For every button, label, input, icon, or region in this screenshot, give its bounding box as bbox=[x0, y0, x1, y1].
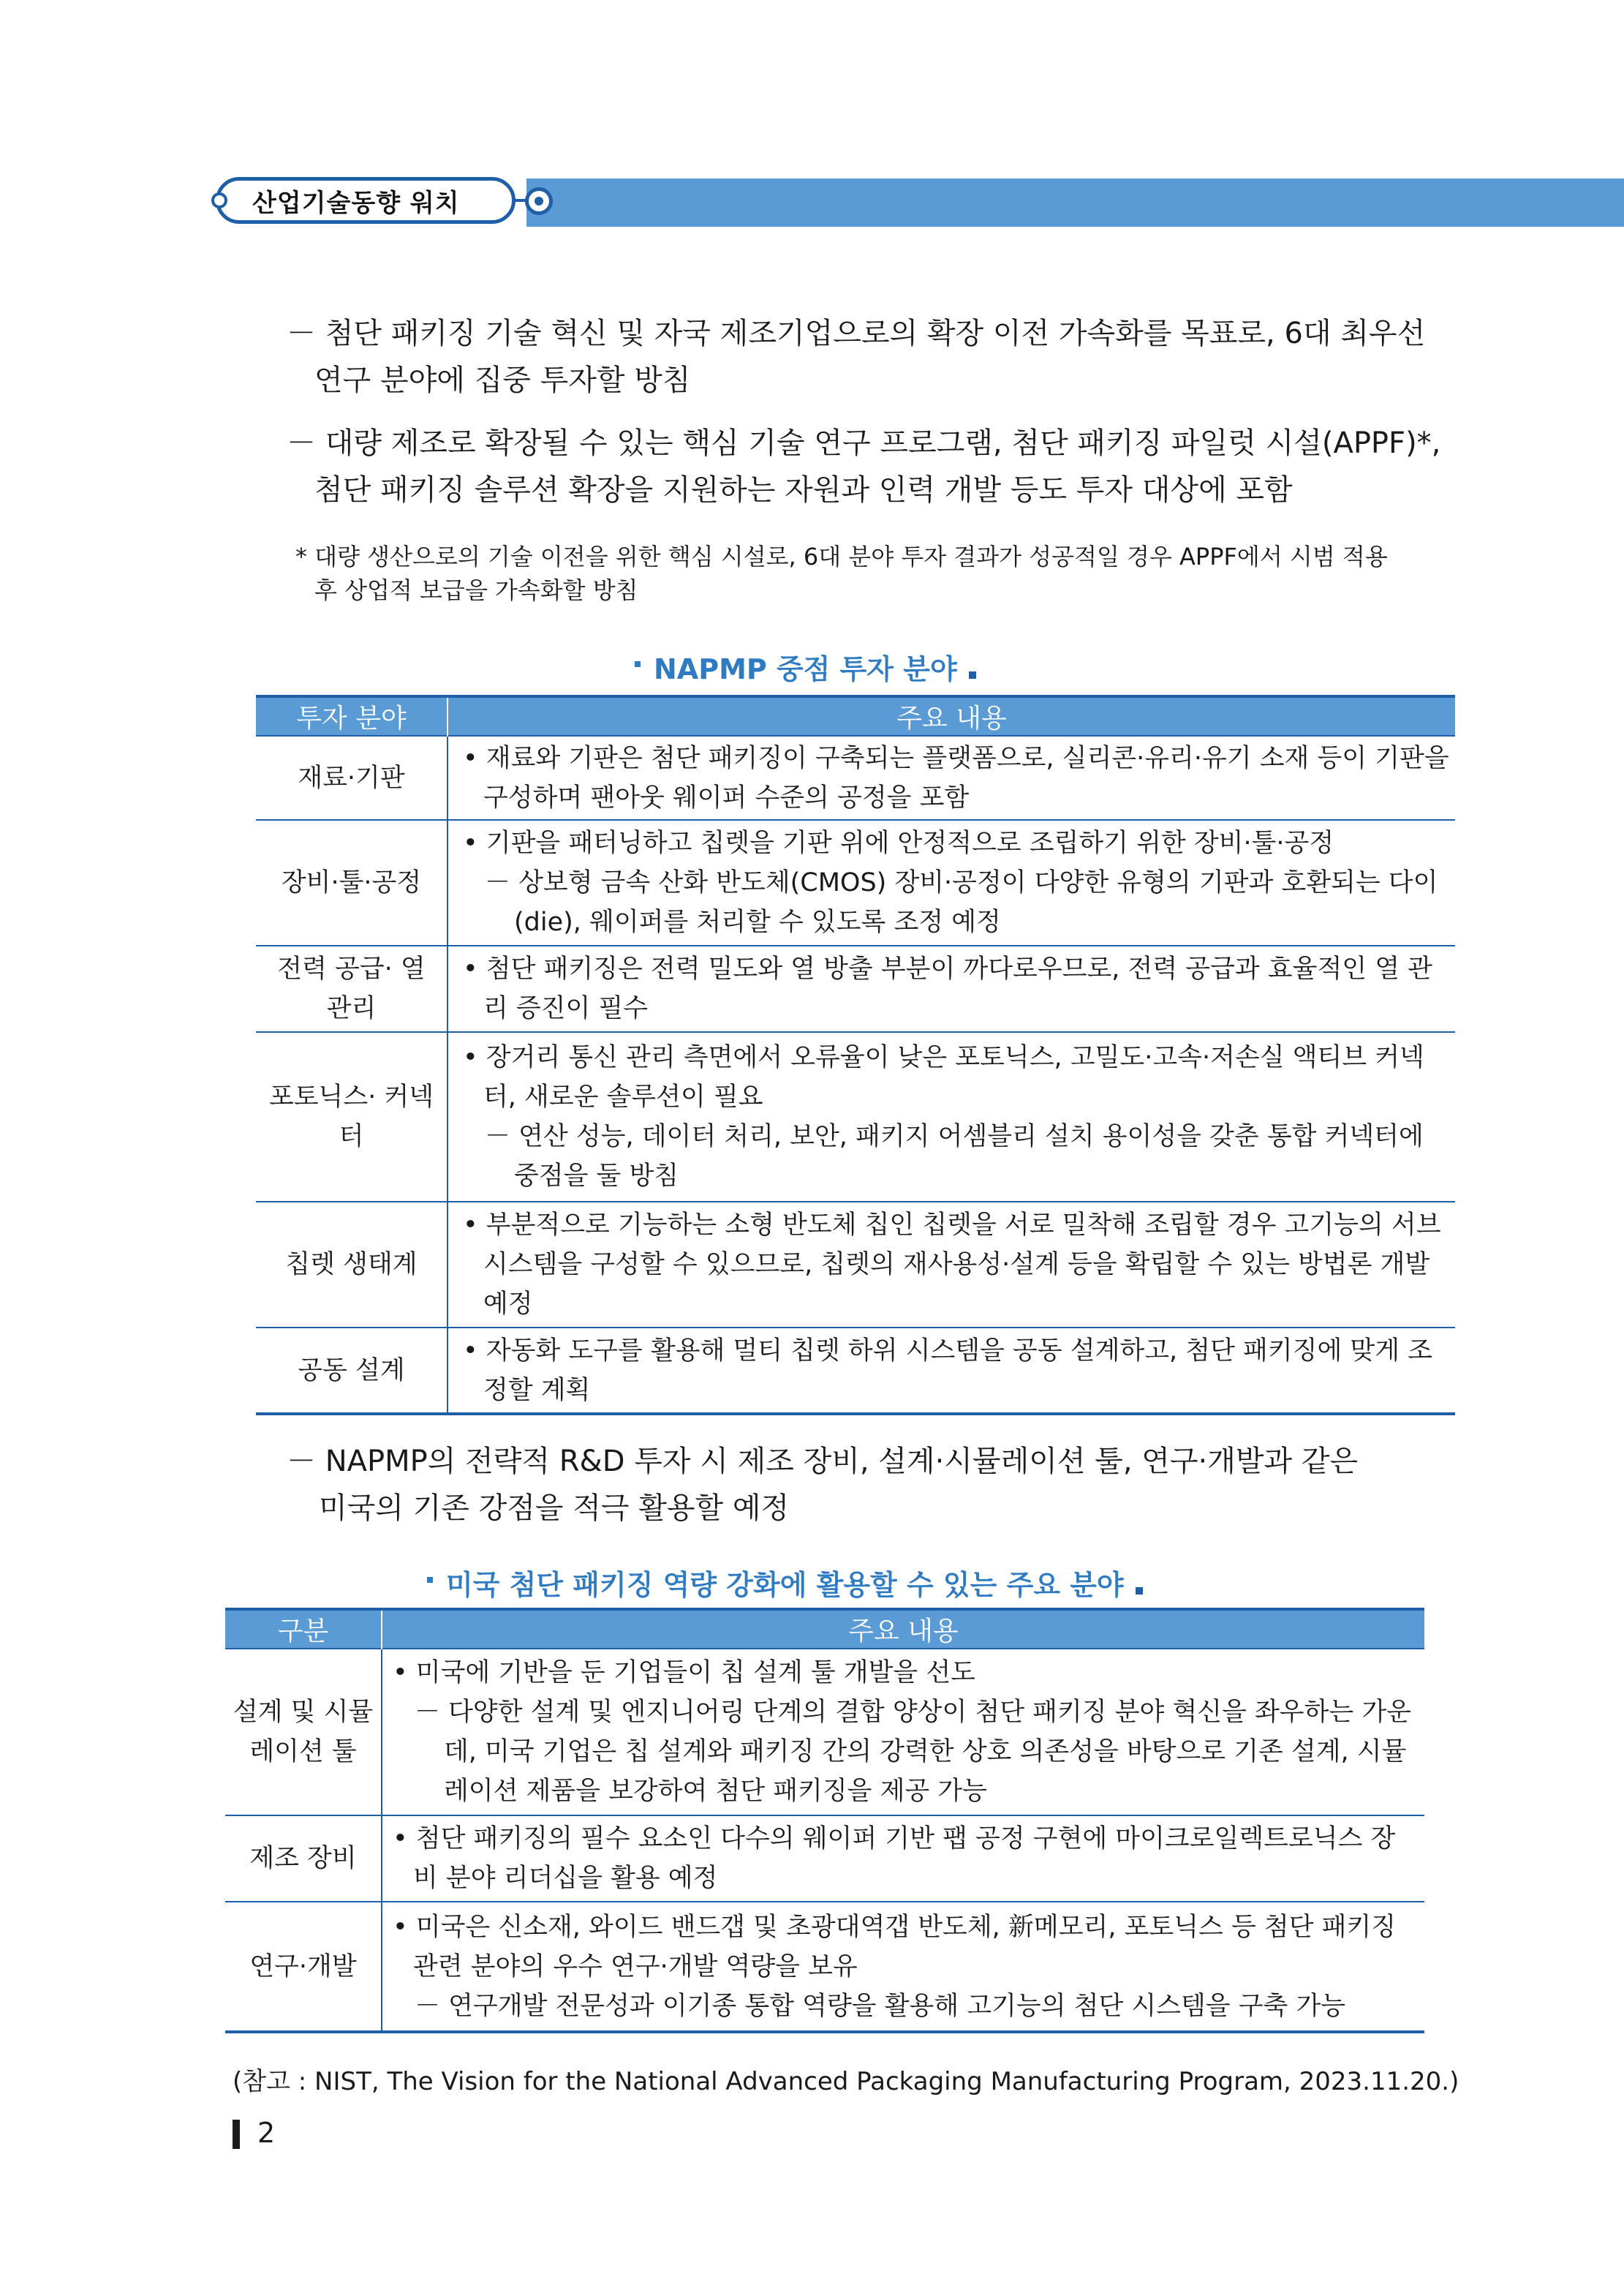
header-banner bbox=[526, 178, 1624, 227]
row-field: 제조 장비 bbox=[225, 1815, 382, 1902]
mid-item-line-2: 미국의 기존 강점을 적극 활용할 예정 bbox=[319, 1491, 790, 1525]
table-row bbox=[225, 1815, 1424, 1902]
table2-header-content: 주요 내용 bbox=[382, 1609, 1424, 1649]
table1-caption-text: NAPMP 중점 투자 분야 bbox=[654, 653, 957, 685]
row-content bbox=[447, 1202, 1455, 1328]
table2-header-field: 구분 bbox=[225, 1609, 382, 1649]
row-content bbox=[447, 736, 1455, 820]
intro-item-2 bbox=[287, 420, 1440, 513]
row-field: 재료·기판 bbox=[256, 736, 447, 820]
bullet-item: • 부분적으로 기능하는 소형 반도체 칩인 칩렛을 서로 밀착해 조립할 경우 고기능의 서브시스템을 구성할 수 있으므로, 칩렛의 재사용성·설계 등을 확립할 수 있는 방법론 개발 예정 bbox=[463, 1211, 1441, 1319]
row-field: 설계 및 시뮬레이션 툴 bbox=[225, 1649, 382, 1815]
table2-caption-text: 미국 첨단 패키징 역량 강화에 활용할 수 있는 주요 분야 bbox=[446, 1569, 1124, 1601]
bullet-item: • 자동화 도구를 활용해 멀티 칩렛 하위 시스템을 공동 설계하고, 첨단 패키징에 맞게 조정할 계획 bbox=[463, 1336, 1432, 1405]
header-dot-left bbox=[211, 192, 227, 208]
row-content bbox=[382, 1649, 1424, 1815]
header-title: 산업기술동향 워치 bbox=[252, 189, 460, 218]
table-row bbox=[256, 820, 1455, 946]
row-field: 공동 설계 bbox=[256, 1328, 447, 1414]
page-number-marker bbox=[233, 2120, 240, 2149]
reference-citation: (참고 : NIST, The Vision for the National Advanced Packaging Manufacturing Program, 2023.11.20.) bbox=[233, 2067, 1459, 2096]
bullet-item: • 기판을 패터닝하고 칩렛을 기판 위에 안정적으로 조립하기 위한 장비·툴·공정 bbox=[463, 829, 1334, 858]
table1-header-content: 주요 내용 bbox=[447, 696, 1455, 736]
table2 bbox=[225, 1608, 1424, 2033]
caption-bullet-icon bbox=[427, 1577, 433, 1583]
bullet-item: • 재료와 기판은 첨단 패키징이 구축되는 플랫폼으로, 실리콘·유리·유기 소재 등이 기판을 구성하며 팬아웃 웨이퍼 수준의 공정을 포함 bbox=[463, 743, 1449, 813]
intro-item-1-line-1: － 첨단 패키징 기술 혁신 및 자국 제조기업으로의 확장 이전 가속화를 목표로, 6대 최우선 bbox=[287, 317, 1426, 350]
row-content bbox=[382, 1902, 1424, 2032]
bullet-item: • 미국에 기반을 둔 기업들이 칩 설계 툴 개발을 선도 bbox=[393, 1658, 975, 1687]
table-row bbox=[225, 1902, 1424, 2032]
intro-item-1 bbox=[287, 310, 1425, 404]
table2-header-row bbox=[225, 1609, 1424, 1649]
mid-item-line-1: － NAPMP의 전략적 R&D 투자 시 제조 장비, 설계·시뮬레이션 툴, 연구·개발과 같은 bbox=[287, 1445, 1359, 1478]
row-content bbox=[447, 1328, 1455, 1414]
row-content bbox=[447, 1032, 1455, 1202]
bullet-item: • 첨단 패키징의 필수 요소인 다수의 웨이퍼 기반 팹 공정 구현에 마이크로일렉트로닉스 장비 분야 리더십을 활용 예정 bbox=[393, 1824, 1396, 1893]
table-row bbox=[225, 1649, 1424, 1815]
header-dot-right bbox=[525, 187, 553, 215]
mid-item bbox=[287, 1438, 1358, 1532]
page-number: 2 bbox=[257, 2117, 276, 2149]
table-row bbox=[256, 946, 1455, 1032]
row-field: 장비·툴·공정 bbox=[256, 820, 447, 946]
table1-caption bbox=[635, 647, 976, 687]
table2-caption bbox=[427, 1562, 1143, 1603]
footnote-line-1: * 대량 생산으로의 기술 이전을 위한 핵심 시설로, 6대 분야 투자 결과가 성공적일 경우 APPF에서 시범 적용 bbox=[295, 543, 1388, 571]
bullet-item: • 첨단 패키징은 전력 밀도와 열 방출 부분이 까다로우므로, 전력 공급과 효율적인 열 관리 증진이 필수 bbox=[463, 955, 1432, 1023]
caption-end-icon bbox=[969, 671, 976, 679]
footnote bbox=[295, 540, 1388, 607]
table-row bbox=[256, 1202, 1455, 1328]
row-content bbox=[382, 1815, 1424, 1902]
table1 bbox=[256, 695, 1455, 1415]
row-field: 칩렛 생태계 bbox=[256, 1202, 447, 1328]
table-row bbox=[256, 1032, 1455, 1202]
row-field: 연구·개발 bbox=[225, 1902, 382, 2032]
row-field: 전력 공급· 열 관리 bbox=[256, 946, 447, 1032]
intro-item-1-line-2: 연구 분야에 집중 투자할 방침 bbox=[314, 364, 691, 397]
footnote-line-2: 후 상업적 보급을 가속화할 방침 bbox=[314, 576, 638, 604]
bullet-item: • 미국은 신소재, 와이드 밴드갭 및 초광대역갭 반도체, 新메모리, 포토닉스 등 첨단 패키징 관련 분야의 우수 연구·개발 역량을 보유 bbox=[393, 1912, 1397, 1981]
table-row bbox=[256, 736, 1455, 820]
bullet-item: • 장거리 통신 관리 측면에서 오류율이 낮은 포토닉스, 고밀도·고속·저손실 액티브 커넥터, 새로운 솔루션이 필요 bbox=[463, 1043, 1424, 1112]
caption-end-icon bbox=[1136, 1587, 1143, 1595]
intro-item-2-line-2: 첨단 패키징 솔루션 확장을 지원하는 자원과 인력 개발 등도 투자 대상에 포함 bbox=[314, 473, 1293, 507]
row-content bbox=[447, 820, 1455, 946]
caption-bullet-icon bbox=[635, 661, 641, 667]
dash-item: － 상보형 금속 산화 반도체(CMOS) 장비·공정이 다양한 유형의 기판과 호환되는 다이(die), 웨이퍼를 처리할 수 있도록 조정 예정 bbox=[485, 868, 1438, 937]
dash-item: － 연구개발 전문성과 이기종 통합 역량을 활용해 고기능의 첨단 시스템을 구축 가능 bbox=[415, 1991, 1346, 2021]
table-row bbox=[256, 1328, 1455, 1414]
dash-item: － 다양한 설계 및 엔지니어링 단계의 결합 양상이 첨단 패키징 분야 혁신을 좌우하는 가운데, 미국 기업은 칩 설계와 패키징 간의 강력한 상호 의존성을 바탕으로 기존 설계, 시뮬레이션 제품을 보강하여 첨단 패키징을 제공 가능 bbox=[415, 1698, 1411, 1806]
dash-item: － 연산 성능, 데이터 처리, 보안, 패키지 어셈블리 설치 용이성을 갖춘 통합 커넥터에 중점을 둘 방침 bbox=[485, 1122, 1424, 1191]
table1-header-field: 투자 분야 bbox=[256, 696, 447, 736]
row-field: 포토닉스· 커넥터 bbox=[256, 1032, 447, 1202]
intro-item-2-line-1: － 대량 제조로 확장될 수 있는 핵심 기술 연구 프로그램, 첨단 패키징 파일럿 시설(APPF)*, bbox=[287, 426, 1441, 460]
row-content bbox=[447, 946, 1455, 1032]
table1-header-row bbox=[256, 696, 1455, 736]
